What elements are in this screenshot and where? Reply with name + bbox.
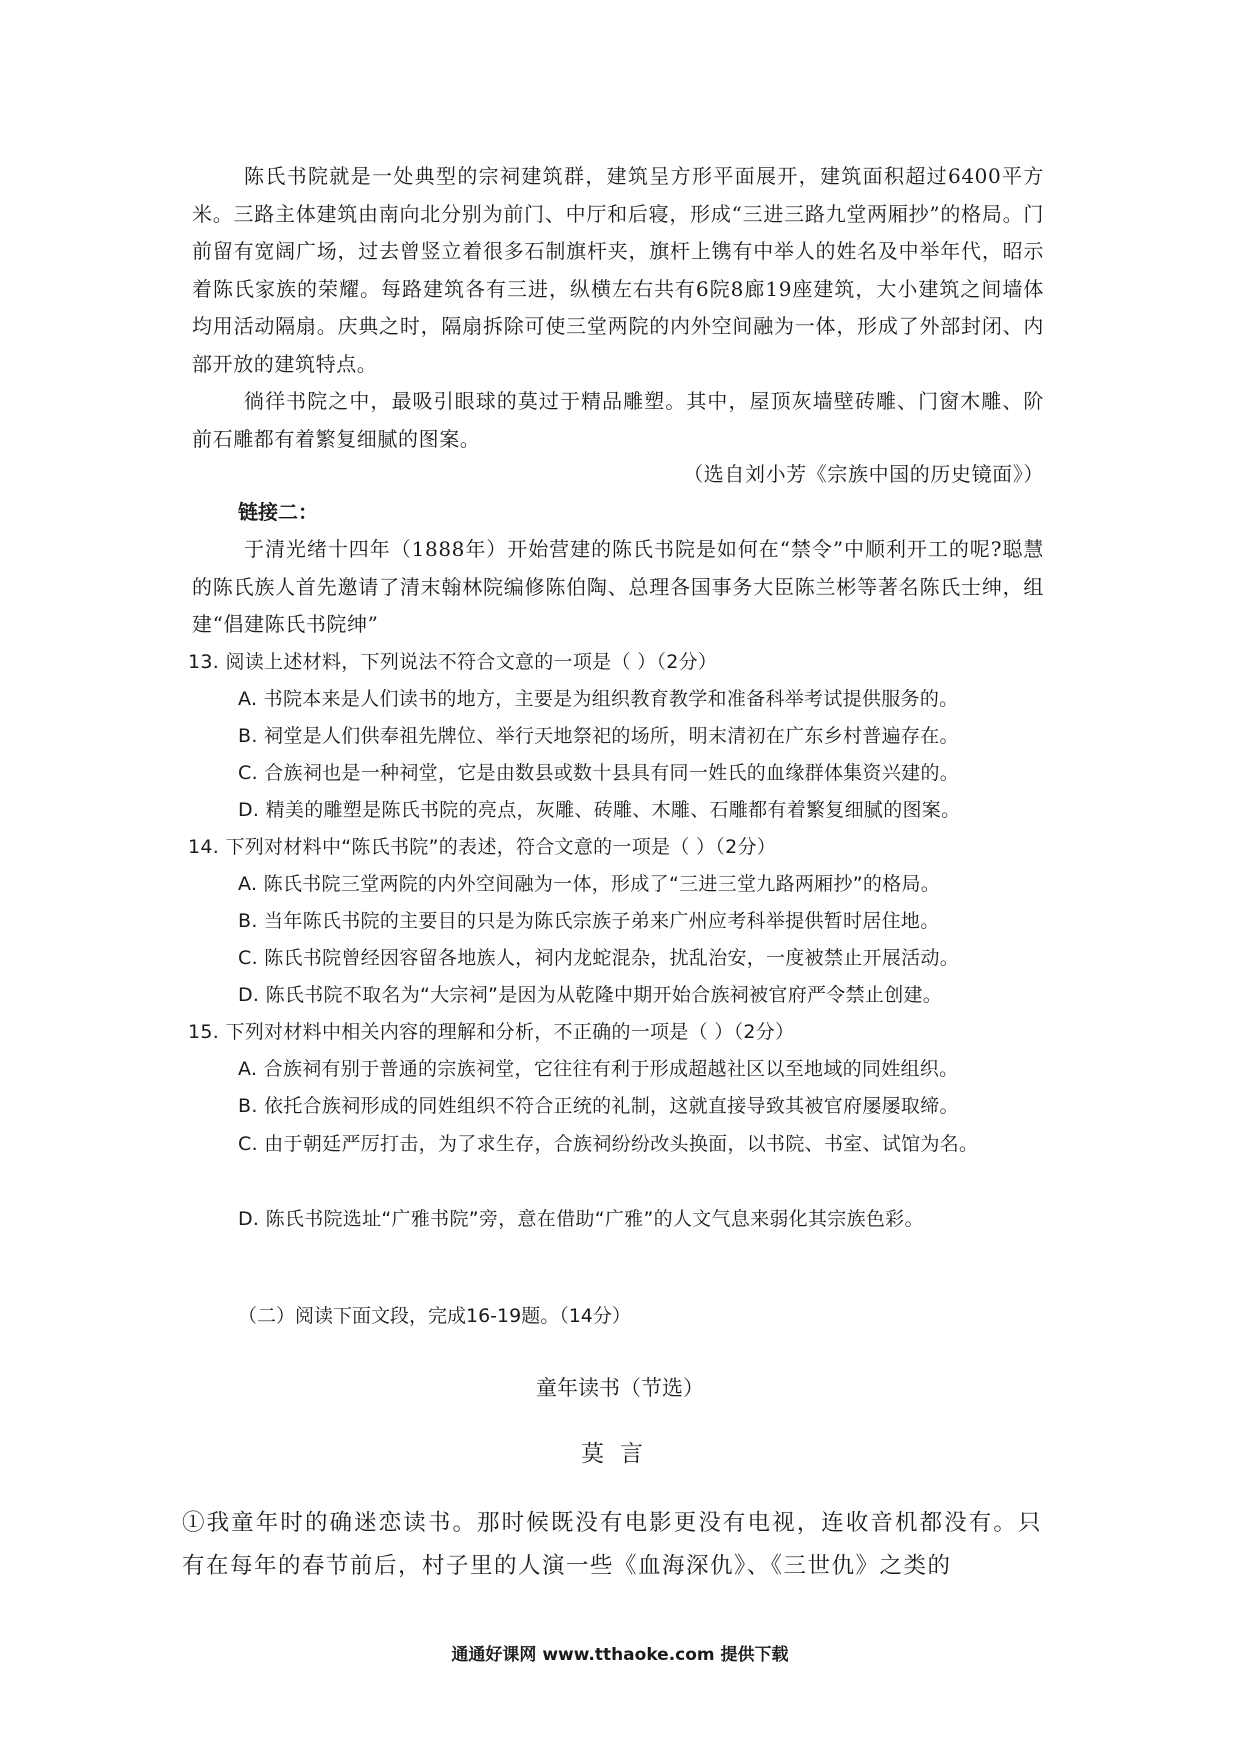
question-13-option-a: A. 书院本来是人们读书的地方，主要是为组织教育教学和准备科举考试提供服务的。: [238, 688, 959, 710]
link2-heading: 链接二：: [238, 500, 318, 524]
question-14-stem: 14. 下列对材料中“陈氏书院”的表述，符合文意的一项是（ ）（2分）: [188, 836, 777, 858]
question-15-option-c: C. 由于朝廷严厉打击，为了求生存，合族祠纷纷改头换面，以书院、书室、试馆为名。: [238, 1133, 979, 1155]
article-author: 莫言: [581, 1441, 659, 1467]
link2-text: 于清光绪十四年（1888年）开始营建的陈氏书院是如何在“禁令”中顺利开工的呢?聪慧的陈氏族人首先邀请了清末翰林院编修陈伯陶、总理各国事务大臣陈兰彬等著名陈氏士绅，组建“倡建陈氏书院绅”: [192, 537, 1044, 636]
question-14-option-a: A. 陈氏书院三堂两院的内外空间融为一体，形成了“三进三堂九路两厢抄”的格局。: [238, 873, 941, 895]
page-footer: 通通好课网 www.tthaoke.com 提供下载: [451, 1645, 789, 1665]
question-13-stem: 13. 阅读上述材料，下列说法不符合文意的一项是（ ）（2分）: [188, 651, 718, 673]
question-15-option-b: B. 依托合族祠形成的同姓组织不符合正统的礼制，这就直接导致其被官府屡屡取缔。: [238, 1095, 959, 1117]
question-13-option-d: D. 精美的雕塑是陈氏书院的亮点，灰雕、砖雕、木雕、石雕都有着繁复细腻的图案。: [238, 799, 961, 821]
question-13-option-c: C. 合族祠也是一种祠堂，它是由数县或数十县具有同一姓氏的血缘群体集资兴建的。: [238, 762, 960, 784]
article-title: 童年读书（节选）: [536, 1376, 704, 1400]
question-14-option-b: B. 当年陈氏书院的主要目的只是为陈氏宗族子弟来广州应考科举提供暂时居住地。: [238, 910, 940, 932]
article-paragraph-1: ①我童年时的确迷恋读书。那时候既没有电影更没有电视，连收音机都没有。只有在每年的春节前后，村子里的人演一些《血海深仇》、《三世仇》之类的: [182, 1510, 1042, 1579]
question-13-option-b: B. 祠堂是人们供奉祖先牌位、举行天地祭祀的场所，明末清初在广东乡村普遍存在。: [238, 725, 959, 747]
passage-paragraph-2: 徜徉书院之中，最吸引眼球的莫过于精品雕塑。其中，屋顶灰墙壁砖雕、门窗木雕、阶前石雕都有着繁复细腻的图案。: [192, 389, 1044, 451]
question-14-option-c: C. 陈氏书院曾经因容留各地族人，祠内龙蛇混杂，扰乱治安，一度被禁止开展活动。: [238, 947, 960, 969]
question-15-option-d: D. 陈氏书院选址“广雅书院”旁，意在借助“广雅”的人文气息来弱化其宗族色彩。: [238, 1208, 924, 1230]
question-15-option-a: A. 合族祠有别于普通的宗族祠堂，它往往有利于形成超越社区以至地域的同姓组织。: [238, 1058, 959, 1080]
section-instruction: （二）阅读下面文段，完成16-19题。（14分）: [238, 1305, 631, 1327]
passage-paragraph-1: 陈氏书院就是一处典型的宗祠建筑群，建筑呈方形平面展开，建筑面积超过6400平方米。三路主体建筑由南向北分别为前门、中厅和后寝，形成“三进三路九堂两厢抄”的格局。门前留有宽阔广场，过去曾竖立着很多石制旗杆夹，旗杆上镌有中举人的姓名及中举年代，昭示着陈氏家族的荣耀。每路建筑各有三进，纵横左右共有6院8廊19座建筑，大小建筑之间墙体均用活动隔扇。庆典之时，隔扇拆除可使三堂两院的内外空间融为一体，形成了外部封闭、内部开放的建筑特点。: [192, 164, 1044, 376]
question-14-option-d: D. 陈氏书院不取名为“大宗祠”是因为从乾隆中期开始合族祠被官府严令禁止创建。: [238, 984, 943, 1006]
question-15-stem: 15. 下列对材料中相关内容的理解和分析，不正确的一项是（ ）（2分）: [188, 1021, 795, 1043]
passage-source: （选自刘小芳《宗族中国的历史镜面》）: [683, 462, 1044, 486]
